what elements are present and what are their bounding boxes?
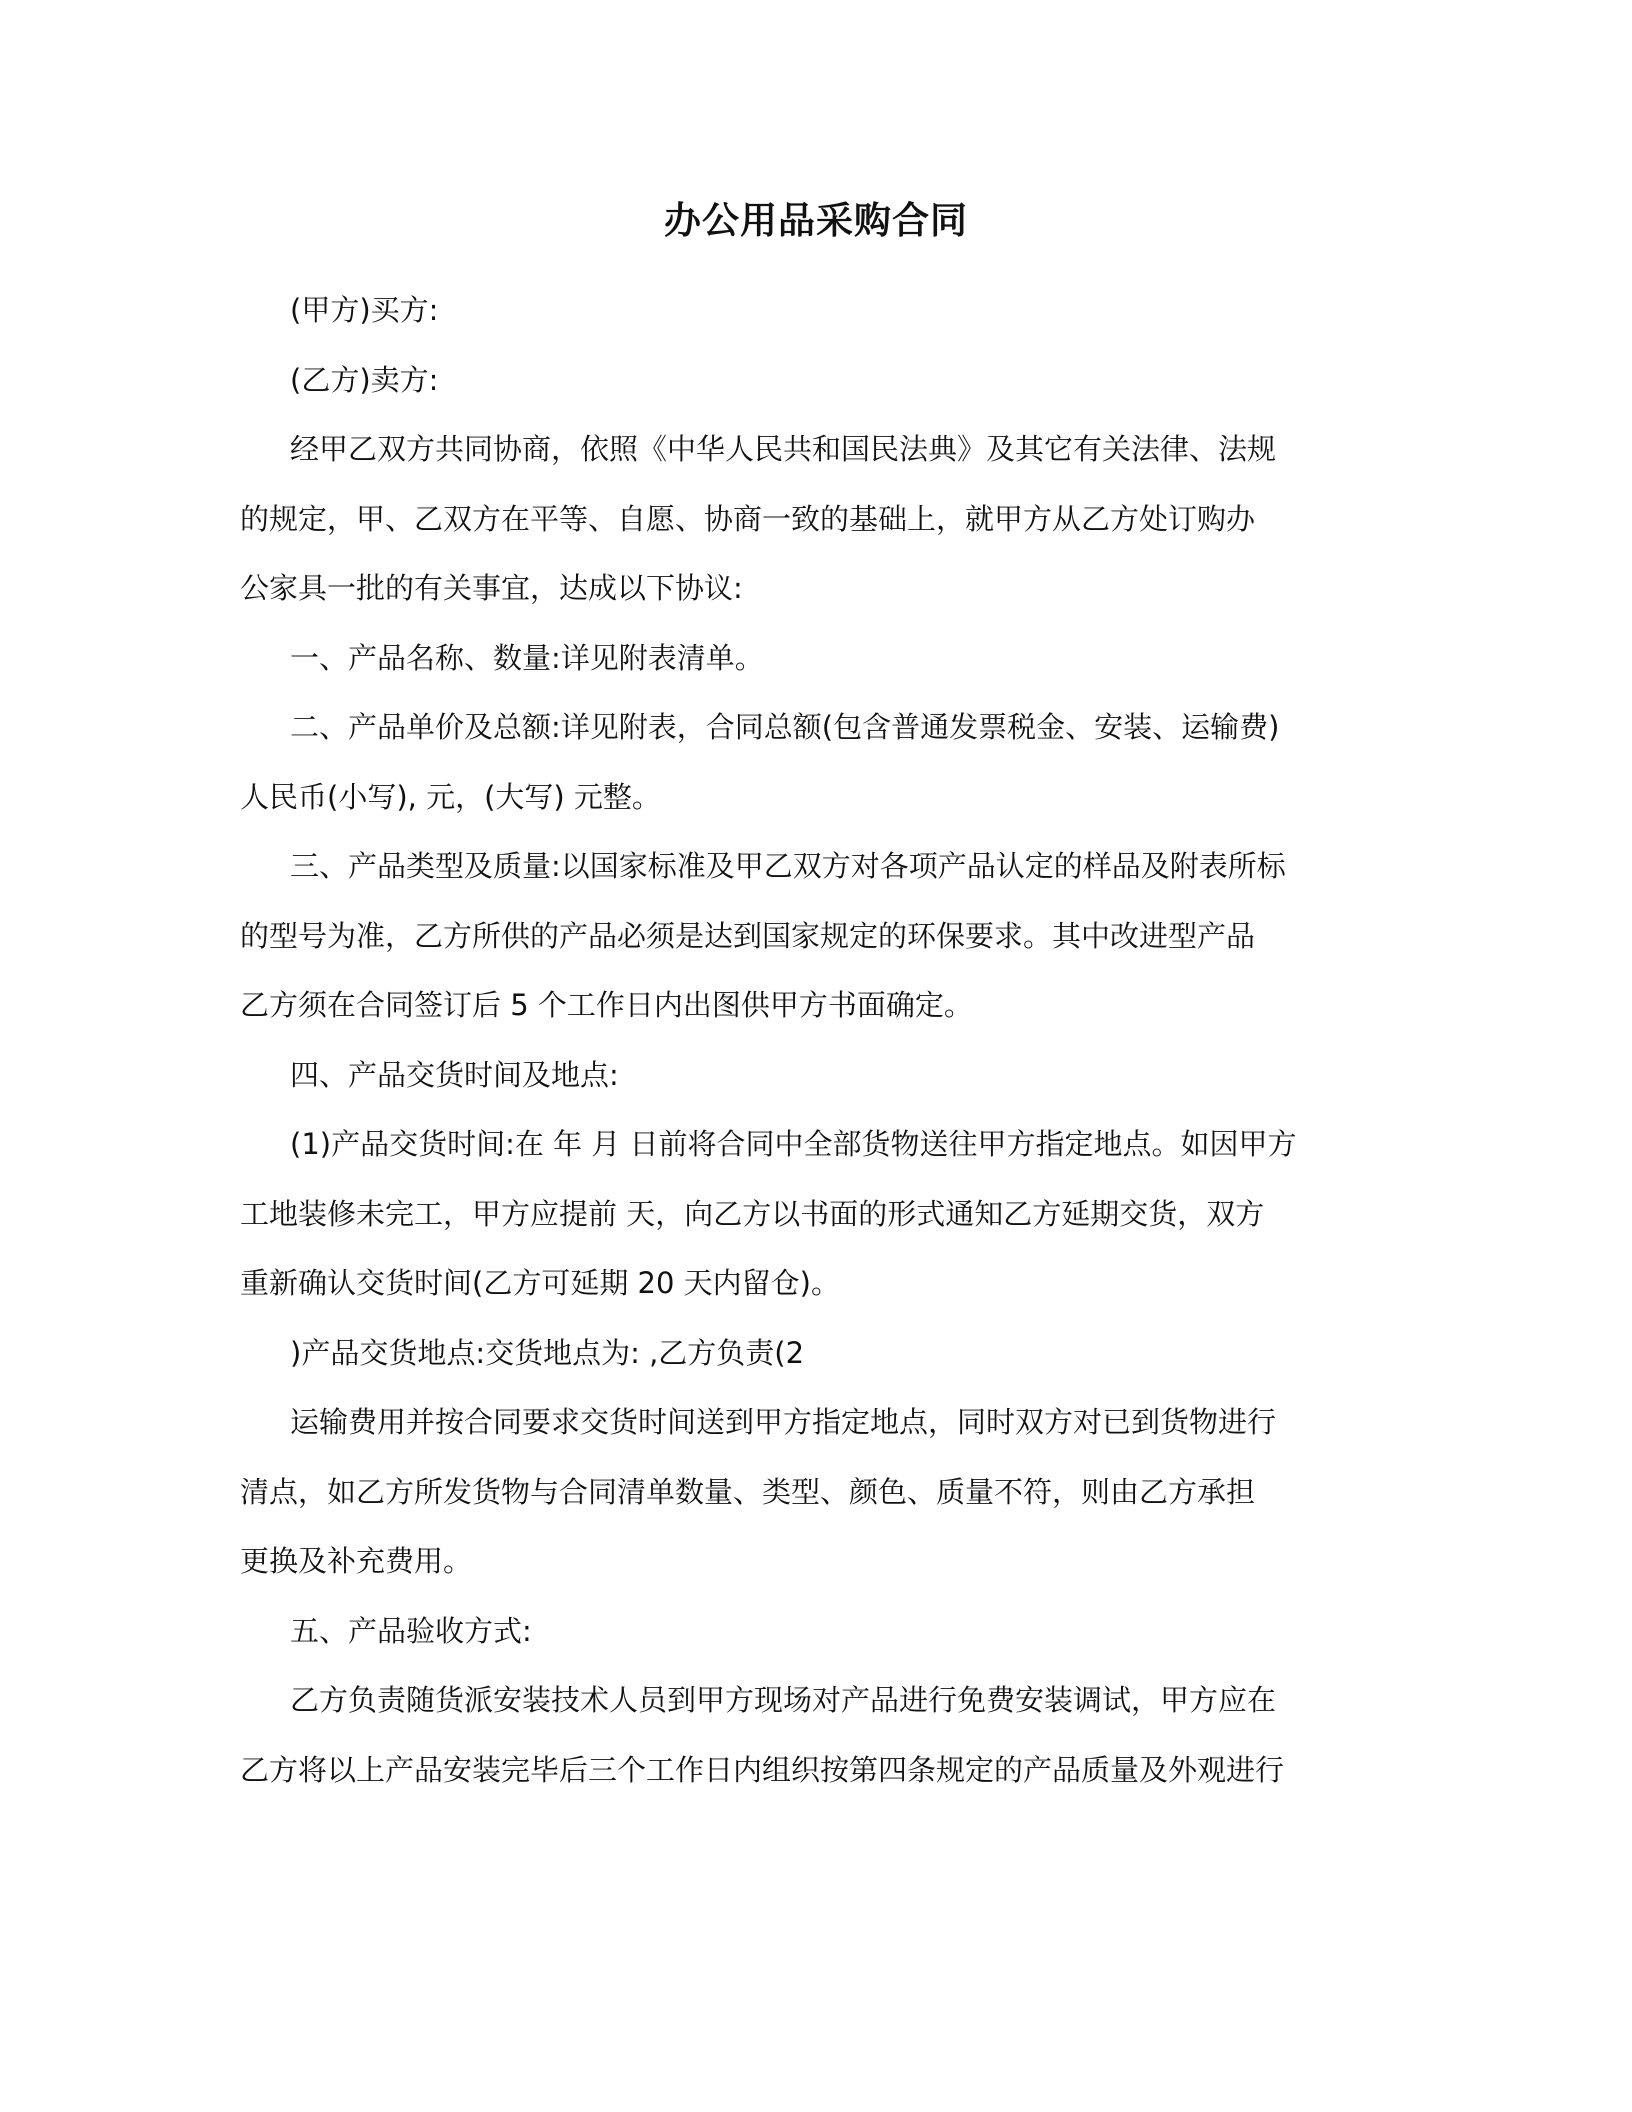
clause-heading: 一、产品名称、数量:详见附表清单。 — [290, 640, 764, 675]
paragraph-line: )产品交货地点:交货地点为: ,乙方负责(2 — [290, 1335, 805, 1370]
paragraph-line: 乙方须在合同签订后 5 个工作日内出图供甲方书面确定。 — [240, 988, 973, 1022]
paragraph-line: 的型号为准，乙方所供的产品必须是达到国家规定的环保要求。其中改进型产品 — [240, 918, 1256, 953]
document-title: 办公用品采购合同 — [664, 199, 968, 242]
clause-heading: 三、产品类型及质量:以国家标准及甲乙双方对各项产品认定的样品及附表所标 — [290, 849, 1286, 883]
paragraph-line: 的规定，甲、乙双方在平等、自愿、协商一致的基础上，就甲方从乙方处订购办 — [240, 501, 1256, 536]
paragraph-line: 运输费用并按合同要求交货时间送到甲方指定地点，同时双方对已到货物进行 — [290, 1405, 1277, 1439]
paragraph-line: 清点，如乙方所发货物与合同清单数量、类型、颜色、质量不符，则由乙方承担 — [240, 1474, 1256, 1509]
paragraph-line: 经甲乙双方共同协商，依照《中华人民共和国民法典》及其它有关法律、法规 — [290, 432, 1277, 466]
buyer-line: (甲方)买方: — [290, 293, 439, 327]
seller-line: (乙方)卖方: — [290, 362, 439, 397]
paragraph-line: 乙方负责随货派安装技术人员到甲方现场对产品进行免费安装调试，甲方应在 — [290, 1683, 1277, 1717]
clause-heading: 五、产品验收方式: — [290, 1613, 532, 1648]
paragraph-line: 更换及补充费用。 — [240, 1544, 473, 1578]
clause-heading: 二、产品单价及总额:详见附表，合同总额(包含普通发票税金、安装、运输费) — [290, 710, 1280, 744]
clause-heading: 四、产品交货时间及地点: — [290, 1057, 619, 1092]
paragraph-line: 公家具一批的有关事宜，达成以下协议: — [240, 571, 743, 605]
paragraph-line: 乙方将以上产品安装完毕后三个工作日内组织按第四条规定的产品质量及外观进行 — [240, 1752, 1285, 1787]
paragraph-line: 工地装修未完工，甲方应提前 天，向乙方以书面的形式通知乙方延期交货，双方 — [240, 1196, 1265, 1231]
paragraph-line: 人民币(小写), 元，(大写) 元整。 — [240, 779, 661, 814]
document-body — [240, 276, 1390, 1805]
paragraph-line: (1)产品交货时间:在 年 月 日前将合同中全部货物送往甲方指定地点。如因甲方 — [290, 1127, 1297, 1161]
paragraph-line: 重新确认交货时间(乙方可延期 20 天内留仓)。 — [240, 1266, 840, 1300]
